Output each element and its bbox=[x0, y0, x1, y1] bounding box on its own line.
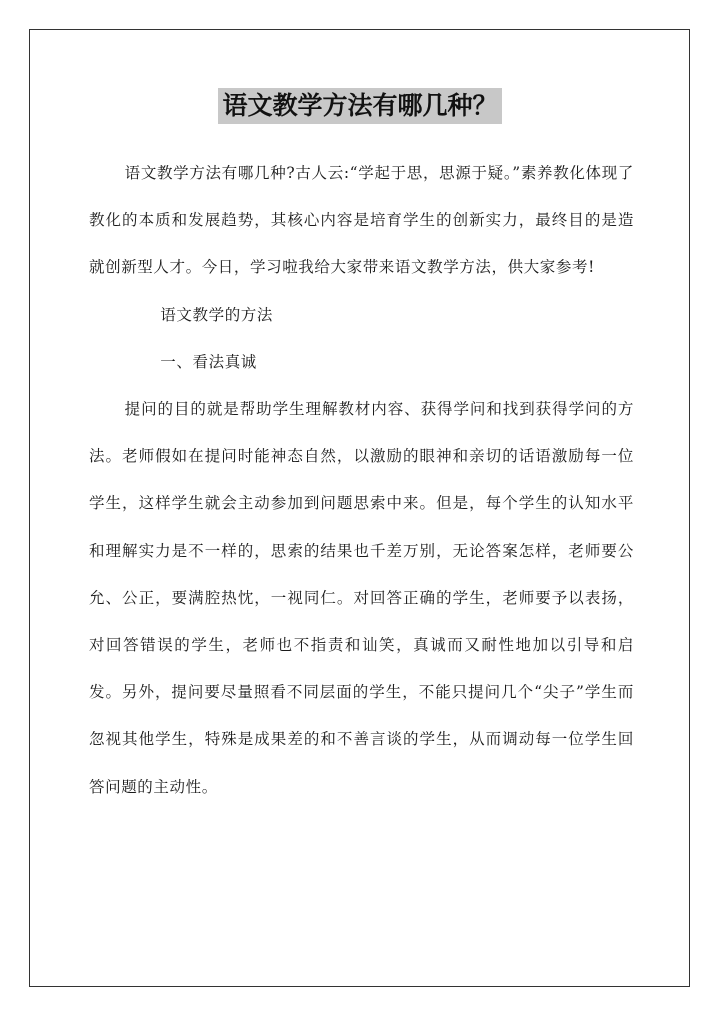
section-heading: 语文教学的方法 bbox=[160, 305, 273, 324]
intro-paragraph: 语文教学方法有哪几种?古人云:“学起于思，思源于疑。”素养教化体现了教化的本质和发展趋势，其核心内容是培育学生的创新实力，最终目的是造就创新型人才。今日，学习啦我给大家带来语文教学方法，供大家参考! bbox=[89, 164, 634, 277]
subsection-heading: 一、看法真诚 bbox=[160, 352, 257, 371]
document-body bbox=[89, 150, 634, 811]
body-paragraph: 提问的目的就是帮助学生理解教材内容、获得学问和找到获得学问的方法。老师假如在提问时能神态自然，以激励的眼神和亲切的话语激励每一位学生，这样学生就会主动参加到问题思索中来。但是，每个学生的认知水平和理解实力是不一样的，思索的结果也千差万别，无论答案怎样，老师要公允、公正，要满腔热忱，一视同仁。对回答正确的学生，老师要予以表扬，对回答错误的学生，老师也不指责和讪笑，真诚而又耐性地加以引导和启发。另外，提问要尽量照看不同层面的学生，不能只提问几个“尖子”学生而忽视其他学生，特殊是成果差的和不善言谈的学生，从而调动每一位学生回答问题的主动性。 bbox=[89, 400, 634, 796]
title-container bbox=[0, 88, 720, 124]
document-title: 语文教学方法有哪几种？ bbox=[218, 88, 501, 124]
